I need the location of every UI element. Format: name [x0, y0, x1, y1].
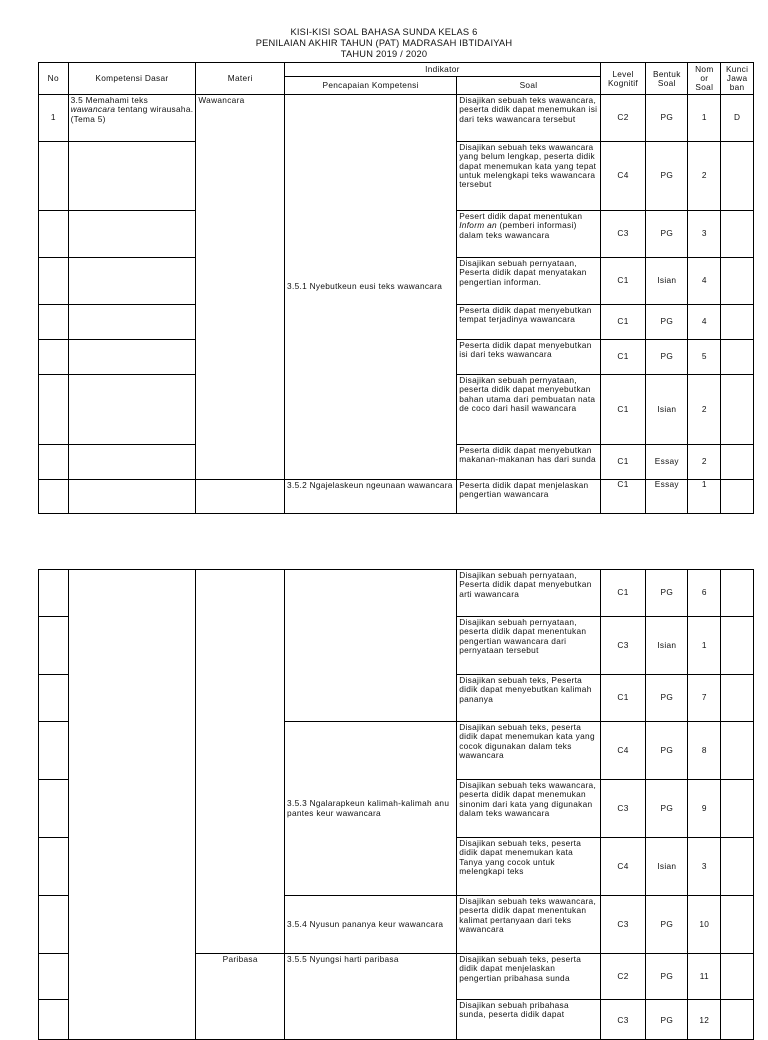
kunci-cell [721, 211, 754, 258]
empty-cell [39, 305, 69, 340]
bentuk-cell: PG [646, 896, 688, 954]
bentuk-cell: PG [646, 570, 688, 617]
level-cell: C3 [600, 780, 645, 838]
empty-cell [39, 340, 69, 375]
bentuk-cell: PG [646, 95, 688, 142]
col-header-level-kognitif: Level Kognitif [600, 63, 645, 95]
nomor-cell: 2 [688, 142, 721, 211]
nomor-cell: 6 [688, 570, 721, 617]
nomor-cell: 7 [688, 675, 721, 722]
kunci-cell [721, 480, 754, 514]
kunci-cell: D [721, 95, 754, 142]
level-cell: C4 [600, 722, 645, 780]
soal-cell: Disajikan sebuah teks, peserta didik dapat menjelaskan pengertian pribahasa sunda [457, 954, 601, 1000]
pencapaian-kompetensi-cell: 3.5.5 Nyungsi harti paribasa [285, 954, 457, 1040]
bentuk-cell: PG [646, 211, 688, 258]
nomor-cell: 12 [688, 1000, 721, 1040]
title-line-1: KISI-KISI SOAL BAHASA SUNDA KELAS 6 [290, 27, 478, 37]
empty-cell [68, 570, 196, 1040]
pencapaian-kompetensi-cell: 3.5.1 Nyebutkeun eusi teks wawancara [285, 95, 457, 480]
col-header-bentuk-soal: Bentuk Soal [646, 63, 688, 95]
nomor-cell: 9 [688, 780, 721, 838]
level-cell: C1 [600, 675, 645, 722]
soal-text-end: (pemberi informasi) dalam teks wawancara [459, 220, 577, 240]
nomor-cell: 4 [688, 258, 721, 305]
soal-cell: Disajikan sebuah teks wawancara yang belum lengkap, peserta didik dapat menemukan kata yang tepat untuk melengkapi teks wawancara tersebut [457, 142, 601, 211]
nomor-cell: 3 [688, 211, 721, 258]
empty-cell [39, 1000, 69, 1040]
row-number: 1 [39, 95, 69, 142]
kd-text-start: 3.5 Memahami teks [70, 95, 149, 105]
kompetensi-dasar-cell [68, 95, 196, 142]
kunci-cell [721, 780, 754, 838]
nomor-cell: 4 [688, 305, 721, 340]
empty-cell [196, 570, 285, 954]
bentuk-cell: Isian [646, 838, 688, 896]
bentuk-cell: Essay [646, 445, 688, 480]
empty-cell [68, 211, 196, 258]
bentuk-cell: PG [646, 305, 688, 340]
nomor-cell: 2 [688, 445, 721, 480]
kunci-cell [721, 445, 754, 480]
kd-text-italic: wawancara [70, 104, 116, 115]
soal-cell: Disajikan sebuah teks wawancara, peserta didik dapat menemukan sinonim dari kata yang digunakan dalam teks wawancara [457, 780, 601, 838]
bentuk-cell: Essay [646, 480, 688, 514]
empty-cell [39, 617, 69, 675]
level-cell: C3 [600, 896, 645, 954]
soal-cell: Disajikan sebuah teks wawancara, peserta didik dapat menemukan isi dari teks wawancara tersebut [457, 95, 601, 142]
pencapaian-kompetensi-cell: 3.5.3 Ngalarapkeun kalimah-kalimah anu pantes keur wawancara [285, 722, 457, 896]
level-cell: C4 [600, 838, 645, 896]
soal-cell: Disajikan sebuah teks, peserta didik dapat menemukan kata Tanya yang cocok untuk melengkapi teks [457, 838, 601, 896]
bentuk-cell: PG [646, 1000, 688, 1040]
empty-cell [39, 722, 69, 780]
empty-cell [39, 480, 69, 514]
col-header-no: No [39, 63, 69, 95]
kd-text-end: tentang wirausaha. (Tema 5) [70, 104, 194, 124]
empty-cell [68, 375, 196, 445]
empty-cell [39, 445, 69, 480]
kunci-cell [721, 340, 754, 375]
col-header-pencapaian-kompetensi: Pencapaian Kompetensi [285, 77, 457, 95]
level-cell: C1 [600, 375, 645, 445]
soal-text-italic: Inform an [459, 220, 497, 231]
nomor-cell: 8 [688, 722, 721, 780]
soal-cell: Disajikan sebuah pernyataan, Peserta didik dapat menyatakan pengertian informan. [457, 258, 601, 305]
empty-cell [68, 142, 196, 211]
soal-cell: Disajikan sebuah teks wawancara, peserta didik dapat menentukan kalimat pertanyaan dari teks wawancara [457, 896, 601, 954]
empty-cell [39, 211, 69, 258]
empty-cell [68, 258, 196, 305]
materi-cell: Wawancara [196, 95, 285, 480]
empty-cell [39, 375, 69, 445]
nomor-cell: 3 [688, 838, 721, 896]
kunci-cell [721, 675, 754, 722]
empty-cell [39, 838, 69, 896]
soal-cell: Disajikan sebuah teks, peserta didik dapat menemukan kata yang cocok digunakan dalam teks wawancara [457, 722, 601, 780]
bentuk-cell: PG [646, 340, 688, 375]
kisi-kisi-table-page-1 [38, 62, 754, 514]
col-header-nomor-soal: Nom or Soal [688, 63, 721, 95]
nomor-cell: 1 [688, 617, 721, 675]
empty-cell [39, 258, 69, 305]
soal-cell: Disajikan sebuah pernyataan, peserta didik dapat menyebutkan bahan utama dari pembuatan nata de coco dari hasil wawancara [457, 375, 601, 445]
empty-cell [39, 954, 69, 1000]
kunci-cell [721, 896, 754, 954]
bentuk-cell: PG [646, 722, 688, 780]
bentuk-cell: PG [646, 142, 688, 211]
soal-cell: Disajikan sebuah pernyataan, Peserta didik dapat menyebutkan arti wawancara [457, 570, 601, 617]
empty-cell [39, 675, 69, 722]
col-header-kompetensi-dasar: Kompetensi Dasar [68, 63, 196, 95]
bentuk-cell: PG [646, 780, 688, 838]
kunci-cell [721, 838, 754, 896]
bentuk-cell: Isian [646, 617, 688, 675]
soal-cell: Peserta didik dapat menyebutkan tempat terjadinya wawancara [457, 305, 601, 340]
level-cell: C3 [600, 1000, 645, 1040]
nomor-cell: 5 [688, 340, 721, 375]
empty-cell [68, 340, 196, 375]
bentuk-cell: PG [646, 954, 688, 1000]
kunci-cell [721, 722, 754, 780]
level-cell: C1 [600, 480, 645, 514]
col-header-soal: Soal [457, 77, 601, 95]
pencapaian-kompetensi-cell: 3.5.4 Nyusun pananya keur wawancara [285, 896, 457, 954]
nomor-cell: 10 [688, 896, 721, 954]
soal-cell: Disajikan sebuah pribahasa sunda, peserta didik dapat [457, 1000, 601, 1040]
col-header-indikator: Indikator [285, 63, 601, 77]
bentuk-cell: Isian [646, 258, 688, 305]
soal-cell: Peserta didik dapat menyebutkan makanan-makanan has dari sunda [457, 445, 601, 480]
soal-cell [457, 211, 601, 258]
nomor-cell: 1 [688, 480, 721, 514]
col-header-kunci-jawaban: Kunci Jawa ban [721, 63, 754, 95]
col-header-materi: Materi [196, 63, 285, 95]
nomor-cell: 1 [688, 95, 721, 142]
level-cell: C2 [600, 95, 645, 142]
kunci-cell [721, 375, 754, 445]
empty-cell [39, 570, 69, 617]
title-line-2: PENILAIAN AKHIR TAHUN (PAT) MADRASAH IBTIDAIYAH [255, 38, 513, 48]
empty-cell [68, 445, 196, 480]
kunci-cell [721, 1000, 754, 1040]
kunci-cell [721, 305, 754, 340]
level-cell: C1 [600, 445, 645, 480]
kunci-cell [721, 617, 754, 675]
empty-cell [39, 896, 69, 954]
level-cell: C4 [600, 142, 645, 211]
title-line-3: TAHUN 2019 / 2020 [340, 49, 428, 59]
empty-cell [68, 480, 196, 514]
empty-cell [39, 142, 69, 211]
level-cell: C1 [600, 570, 645, 617]
table-row [39, 480, 754, 514]
kunci-cell [721, 258, 754, 305]
soal-text-start: Pesert didik dapat menentukan [459, 211, 583, 221]
level-cell: C3 [600, 617, 645, 675]
soal-cell: Disajikan sebuah pernyataan, peserta didik dapat menentukan pengertian wawancara dari pernyataan tersebut [457, 617, 601, 675]
empty-cell [196, 480, 285, 514]
empty-cell [285, 570, 457, 722]
bentuk-cell: PG [646, 675, 688, 722]
table-row [39, 570, 754, 617]
level-cell: C1 [600, 305, 645, 340]
table-row [39, 95, 754, 142]
soal-cell: Peserta didik dapat menjelaskan pengertian wawancara [457, 480, 601, 514]
nomor-cell: 2 [688, 375, 721, 445]
level-cell: C1 [600, 340, 645, 375]
nomor-cell: 11 [688, 954, 721, 1000]
kunci-cell [721, 570, 754, 617]
soal-cell: Peserta didik dapat menyebutkan isi dari teks wawancara [457, 340, 601, 375]
kisi-kisi-table-page-2 [38, 569, 754, 1040]
bentuk-cell: Isian [646, 375, 688, 445]
materi-cell: Paribasa [196, 954, 285, 1040]
empty-cell [39, 780, 69, 838]
level-cell: C3 [600, 211, 645, 258]
empty-cell [68, 305, 196, 340]
header-row-1 [39, 63, 754, 77]
pencapaian-kompetensi-cell: 3.5.2 Ngajelaskeun ngeunaan wawancara [285, 480, 457, 514]
level-cell: C2 [600, 954, 645, 1000]
kunci-cell [721, 142, 754, 211]
soal-cell: Disajikan sebuah teks, Peserta didik dapat menyebutkan kalimah pananya [457, 675, 601, 722]
level-cell: C1 [600, 258, 645, 305]
kunci-cell [721, 954, 754, 1000]
